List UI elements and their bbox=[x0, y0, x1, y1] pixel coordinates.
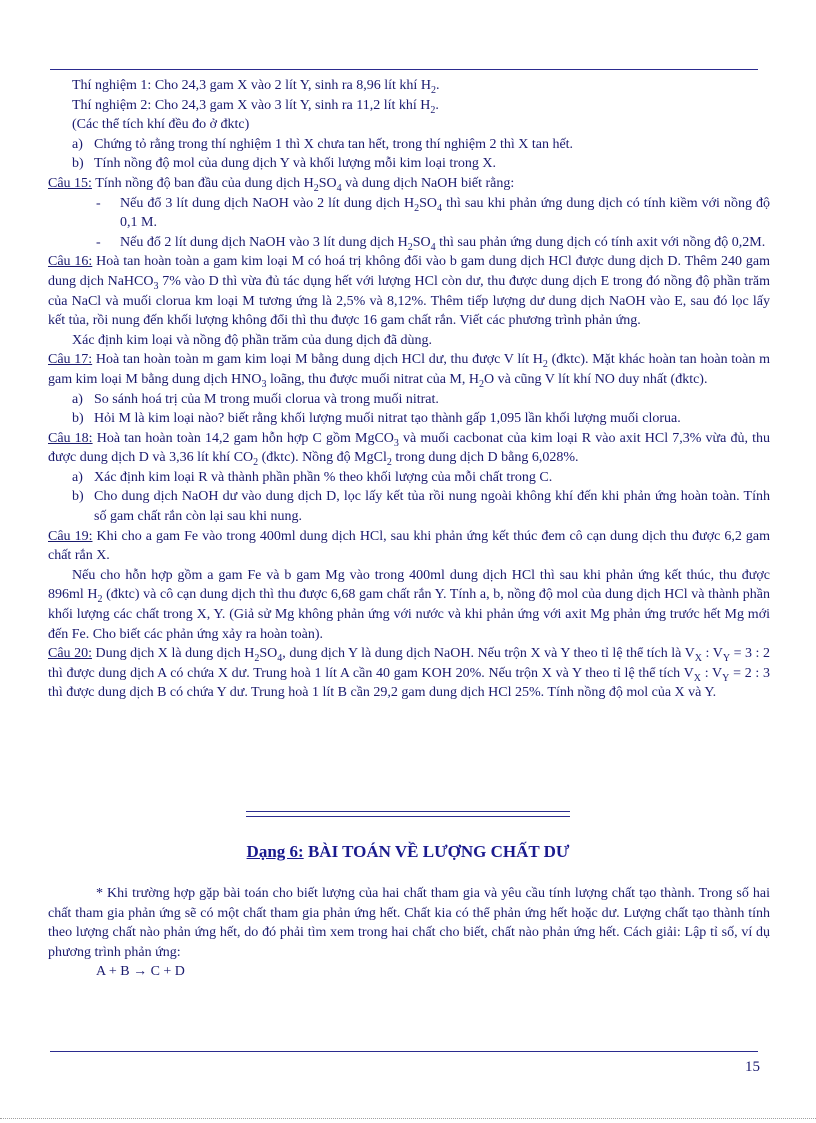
experiment-2: Thí nghiệm 2: Cho 24,3 gam X vào 3 lít Y, sinh ra 11,2 lít khí $H_2$. bbox=[72, 97, 439, 116]
question-14b: b) Tính nồng độ mol của dung dịch Y và khối lượng mỗi kim loại trong X. bbox=[72, 156, 497, 172]
question-16-task: Xác định kim loại và nồng độ phần trăm của dung dịch đã dùng. bbox=[72, 332, 433, 348]
question-15-case-2: - Nếu đổ 2 lít dung dịch NaOH vào 3 lít dung dịch $H_2SO_4$ thì sau phản ứng dung dịch có tính axit với nồng độ 0,2M. bbox=[96, 234, 766, 253]
section-heading: Dạng 6: BÀI TOÁN VỀ LƯỢNG CHẤT DƯ bbox=[246, 842, 570, 861]
header-rule bbox=[50, 69, 758, 70]
page-break-line bbox=[0, 1118, 816, 1119]
question-17a: a) So sánh hoá trị của M trong muối clorua và trong muối nitrat. bbox=[72, 391, 439, 407]
intro-paragraph: * Khi trường hợp gặp bài toán cho biết lượng của hai chất tham gia và yêu cầu tính lượng chất tạo thành. Trong số hai chất tham gia phản ứng sẽ có một chất tham gia phản ứng hết. Chất kia có thể phản ứng hết hoặc dư. Lượng chất tạo thành tính theo lượng chất nào phản ứng hết, do đó phải tìm xem trong hai chất cho biết, chất nào phản ứng hết. Cách giải: Lập tỉ số, ví dụ phương trình phản ứng: bbox=[48, 886, 770, 960]
gas-note: (Các thể tích khí đều đo ở đktc) bbox=[72, 117, 250, 133]
footer-rule bbox=[50, 1051, 758, 1052]
question-14a: a) Chứng tỏ rằng trong thí nghiệm 1 thì X chưa tan hết, trong thí nghiệm 2 thì X tan hết. bbox=[72, 136, 574, 152]
section-intro bbox=[48, 884, 770, 982]
question-15-case-1: - Nếu đổ 3 lít dung dịch NaOH vào 2 lít dung dịch $H_2SO_4$ thì sau khi phản ứng dung dịch có tính kiềm với nồng độ 0,1 M. bbox=[96, 195, 770, 231]
exercise-block bbox=[48, 76, 770, 703]
question-18b: b) Cho dung dịch NaOH dư vào dung dịch D, lọc lấy kết tủa rồi nung ngoài không khí đến khi phản ứng hoàn toàn. Tính số gam chất rắn còn lại sau khi nung. bbox=[72, 489, 770, 525]
question-16: Câu 16: Hoà tan hoàn toàn a gam kim loại M có hoá trị không đổi vào b gam dung dịch HCl được dung dịch D. Thêm 240 gam dung dịch NaHCO$_3$ 7% vào D thì vừa đủ tác dụng hết với lượng HCl còn dư, thu được dung dịch E trong đó nồng độ phần trăm của NaCl và muối clorua km loại M tương ứng là 2,5% và 8,12%. Thêm tiếp lượng dư dung dịch NaOH vào E, sau đó lọc lấy kết tủa, rồi nung đến khối lượng không đổi thì thu được 16 gam chất rắn. Viết các phương trình phản ứng. bbox=[48, 254, 770, 329]
page-number: 15 bbox=[745, 1059, 760, 1075]
question-19-part-2: Nếu cho hỗn hợp gồm a gam Fe và b gam Mg vào trong 400ml dung dịch HCl thì sau khi phản ứng kết thúc, thu được 896ml $H_2$ (đktc) và cô cạn dung dịch thì thu được 6,68 gam chất rắn Y. Tính a, b, nồng độ mol của dung dịch HCl và thành phần khối lượng các chất trong X, Y. (Giả sử Mg không phản ứng với nước và khi phản ứng với axit Mg phản ứng trước hết Mg mới đến Fe. Cho biết các phản ứng xảy ra hoàn toàn). bbox=[48, 567, 770, 642]
question-15: Câu 15: Tính nồng độ ban đầu của dung dịch $H_2SO_4$ và dung dịch NaOH biết rằng: bbox=[48, 175, 515, 194]
question-20: Câu 20: Dung dịch X là dung dịch $H_2SO_4$, dung dịch Y là dung dịch NaOH. Nếu trộn X và Y theo tỉ lệ thể tích là $V_X$ : $V_Y = 3$ : 2 thì được dung dịch A có chứa X dư. Trung hoà 1 lít A cần 40 gam KOH 20%. Nếu trộn X và Y theo tỉ lệ thể tích $V_X$ : $V_Y = 2$ : 3 thì được dung dịch B có chứa Y dư. Trung hoà 1 lít B cần 29,2 gam dung dịch HCl 25%. Tính nồng độ mol của X và Y. bbox=[48, 646, 771, 701]
reaction-equation: A + B → C + D bbox=[96, 964, 185, 980]
question-18: Câu 18: Hoà tan hoàn toàn 14,2 gam hỗn hợp C gồm MgCO$_3$ và muối cacbonat của kim loại R vào axit HCl 7,3% vừa đủ, thu được dung dịch D và 3,36 lít khí $CO_2$ (đktc). Nồng độ MgCl$_2$ trong dung dịch D bằng 6,028%. bbox=[48, 430, 770, 469]
question-17b: b) Hỏi M là kim loại nào? biết rằng khối lượng muối nitrat tạo thành gấp 1,095 lần khối lượng muối clorua. bbox=[72, 411, 681, 427]
question-18a: a) Xác định kim loại R và thành phần phần % theo khối lượng của mỗi chất trong C. bbox=[72, 469, 553, 485]
question-17: Câu 17: Hoà tan hoàn toàn m gam kim loại M bằng dung dịch HCl dư, thu được V lít $H_2$ (đktc). Mặt khác hoàn tan hoàn toàn m gam kim loại M bằng dung dịch $HNO_3$ loãng, thu được muối nitrat của M, $H_2O$ và cũng V lít khí NO duy nhất (đktc). bbox=[48, 352, 770, 390]
question-19: Câu 19: Khi cho a gam Fe vào trong 400ml dung dịch HCl, sau khi phản ứng kết thúc đem cô cạn dung dịch thu được 6,2 gam chất rắn X. bbox=[48, 528, 770, 564]
experiment-1: Thí nghiệm 1: Cho 24,3 gam X vào 2 lít Y, sinh ra 8,96 lít khí $H_2$. bbox=[72, 78, 440, 96]
section-divider bbox=[246, 811, 570, 817]
